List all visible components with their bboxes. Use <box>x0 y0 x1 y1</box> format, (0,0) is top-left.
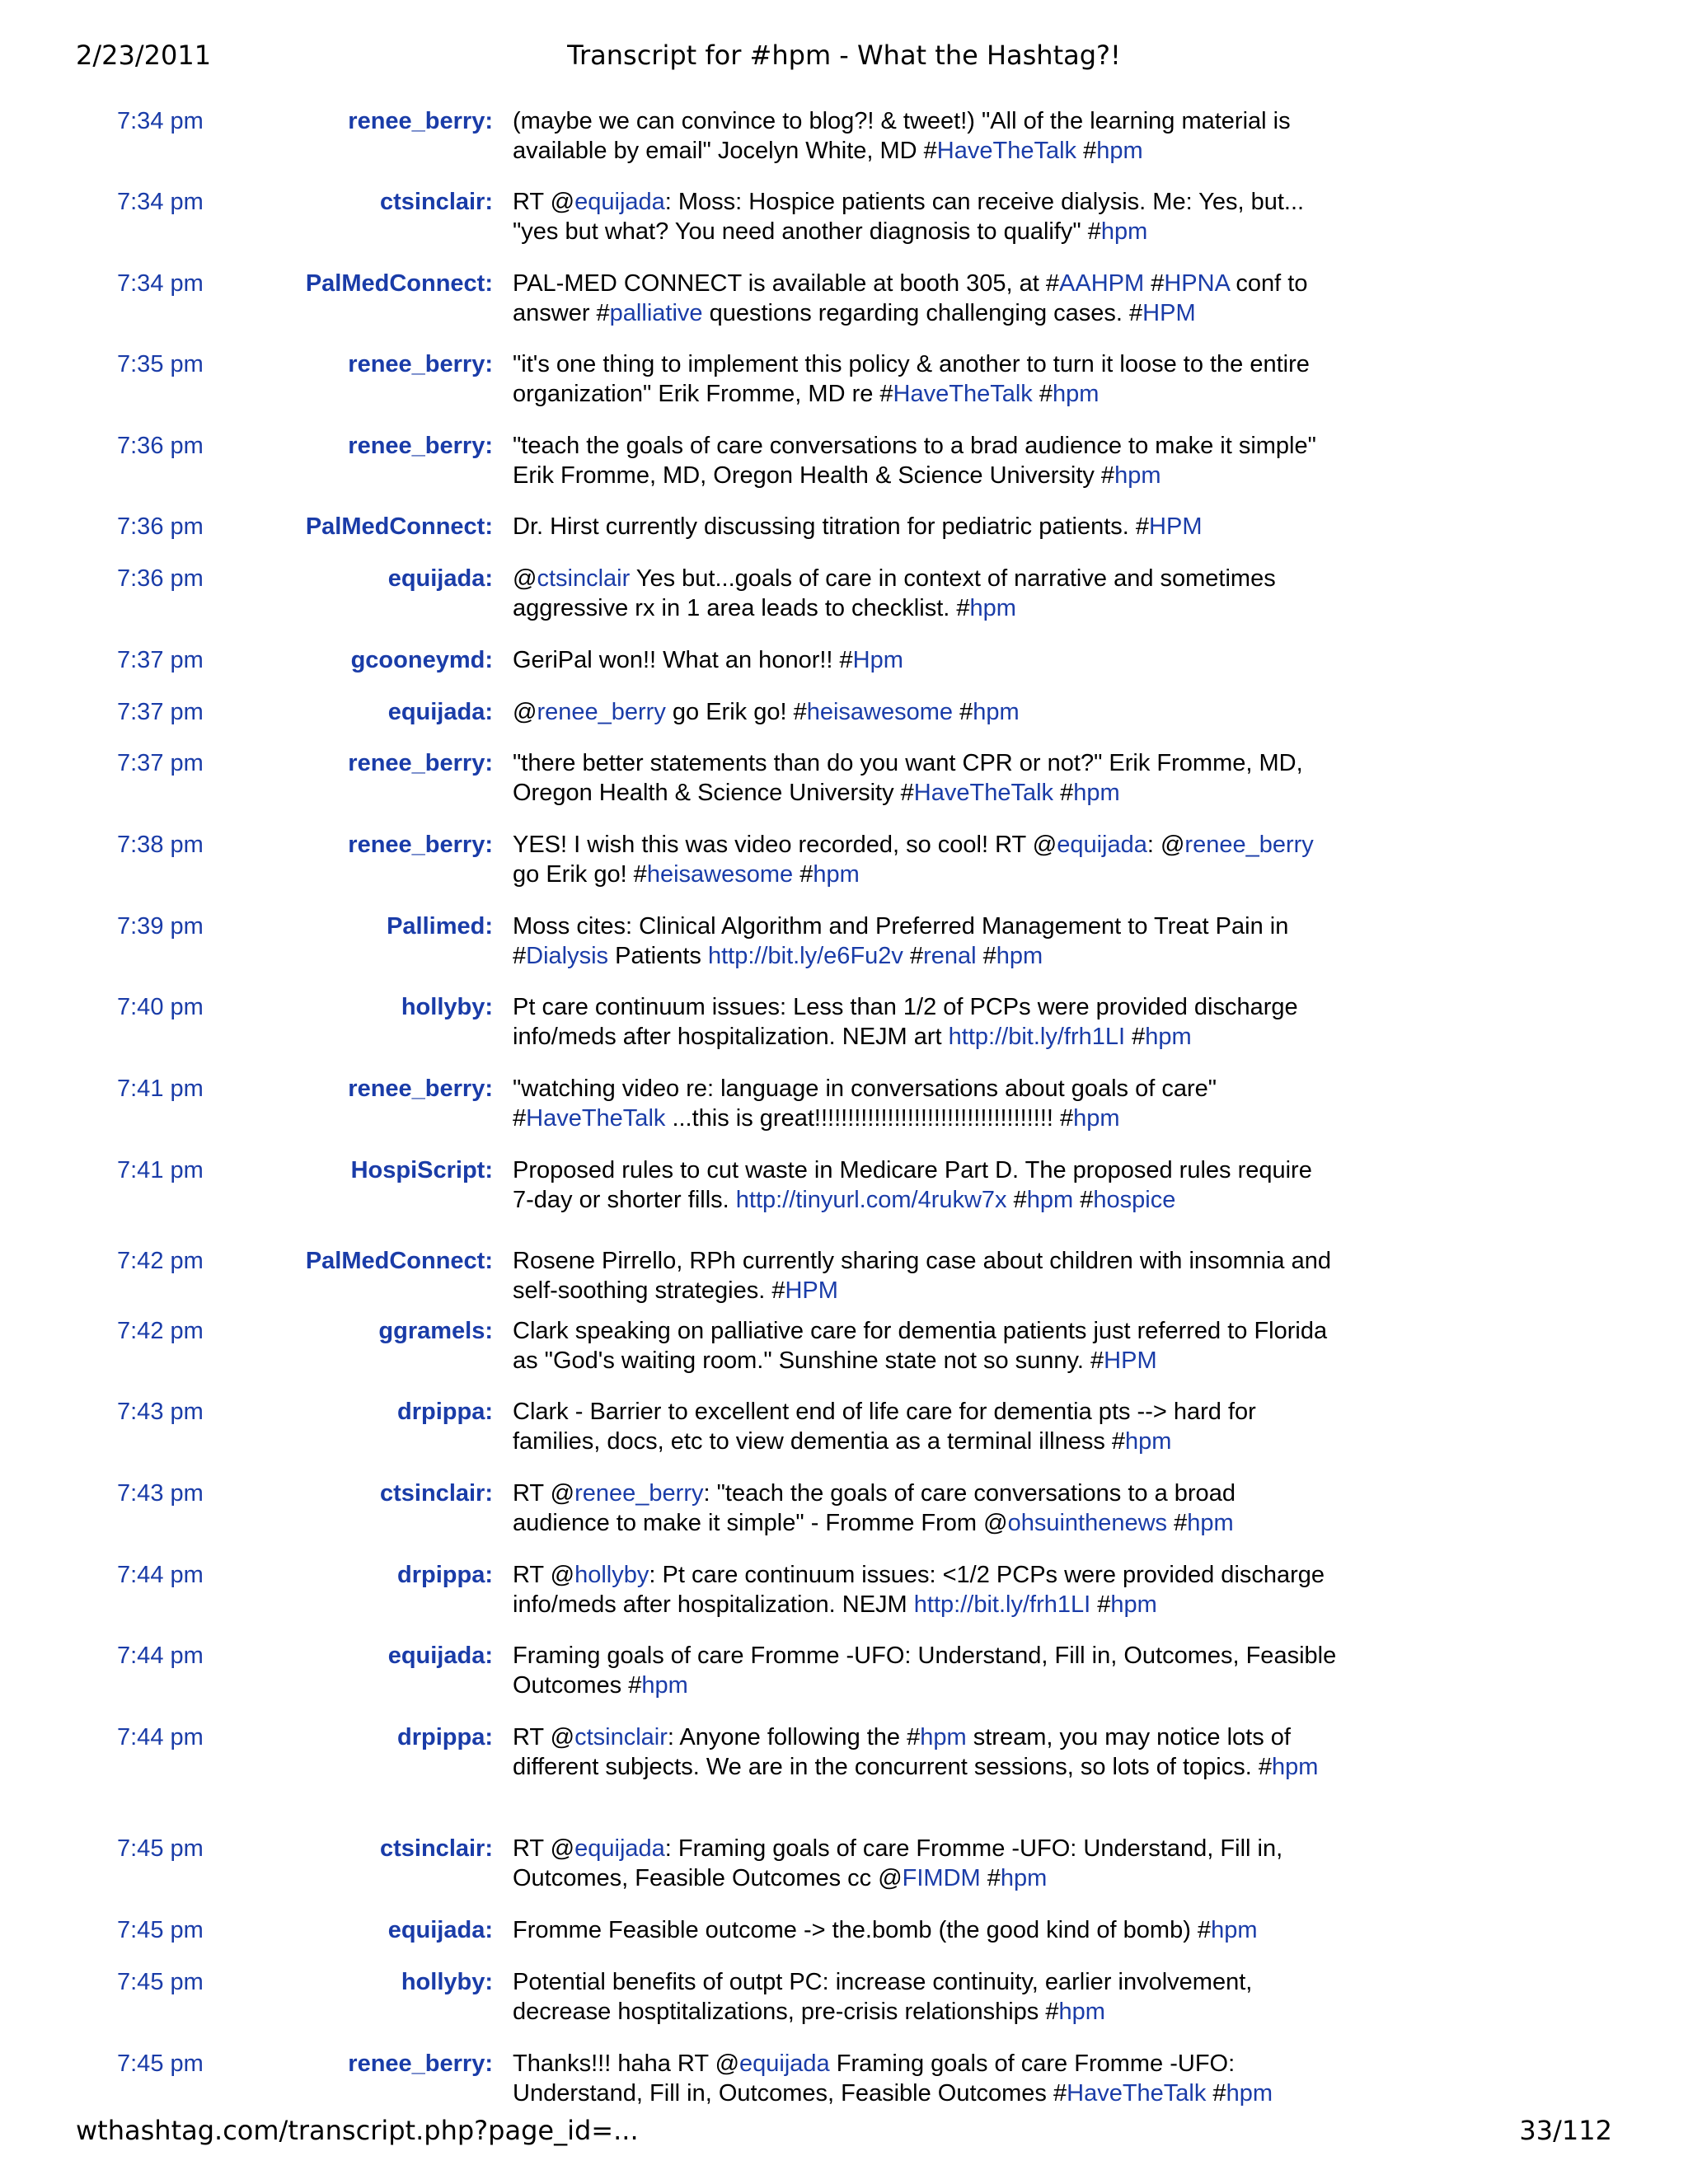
tweet-message <box>513 564 1337 623</box>
footer-url: wthashtag.com/transcript.php?page_id=... <box>76 2115 639 2146</box>
tweet-message <box>513 431 1337 490</box>
tweet-link[interactable]: HaveTheTalk <box>893 381 1033 407</box>
tweet-text: Patients <box>608 943 708 969</box>
tweet-text: RT @ <box>513 1562 575 1588</box>
tweet-time-link[interactable]: 7:37 pm <box>117 647 204 673</box>
tweet-link[interactable]: hollyby <box>574 1562 649 1588</box>
tweet-link[interactable]: HPM <box>1104 1347 1157 1374</box>
tweet-text: RT @ <box>513 189 575 215</box>
tweet-text: : Moss: Hospice patients can receive dialysis. Me: Yes, but... "yes but what? You need another diagnosis to qualify" # <box>513 189 1305 245</box>
tweet-link[interactable]: http://bit.ly/frh1LI <box>948 1024 1126 1050</box>
tweet-message <box>513 830 1337 889</box>
tweet-link[interactable]: HaveTheTalk <box>1067 2080 1207 2107</box>
tweet-text: # <box>1006 1187 1027 1213</box>
tweet-message <box>513 1155 1337 1215</box>
tweet-text: : "teach the goals of care conversations to a broad audience to make it simple" - Fromme From @ <box>513 1480 1236 1536</box>
tweet-link[interactable]: hpm <box>641 1672 688 1699</box>
tweet-message <box>513 512 1337 541</box>
tweet-username-link[interactable]: renee_berry: <box>348 832 493 858</box>
tweet-time-link[interactable]: 7:34 pm <box>117 189 204 215</box>
tweet-link[interactable]: hpm <box>1000 1865 1048 1891</box>
tweet-text: Clark speaking on palliative care for dementia patients just referred to Florida as "God's waiting room." Sunshine state not so sunny. # <box>513 1318 1328 1374</box>
tweet-text: "there better statements than do you want CPR or not?" Erik Fromme, MD, Oregon Health & Science University # <box>513 750 1303 806</box>
tweet-username-link[interactable]: equijada: <box>387 1643 493 1669</box>
tweet-text: go Erik go! # <box>665 699 807 725</box>
tweet-link[interactable]: hpm <box>1096 138 1143 164</box>
tweet-text: : Pt care continuum issues: <1/2 PCPs were provided discharge info/meds after hospitalization. NEJM <box>513 1562 1325 1618</box>
tweet-time-link[interactable]: 7:44 pm <box>117 1562 204 1588</box>
tweet-time-link[interactable]: 7:41 pm <box>117 1076 204 1102</box>
tweet-link[interactable]: renal <box>923 943 977 969</box>
tweet-text: (maybe we can convince to blog?! & tweet!) "All of the learning material is available by email" Jocelyn White, MD # <box>513 108 1291 164</box>
tweet-time-link[interactable]: 7:37 pm <box>117 750 204 776</box>
tweet-text: : Framing goals of care Fromme -UFO: Understand, Fill in, Outcomes, Feasible Outcomes cc @ <box>513 1835 1283 1891</box>
tweet-text: # <box>976 943 996 969</box>
tweet-link[interactable]: HaveTheTalk <box>526 1105 666 1132</box>
tweet-link[interactable]: equijada <box>739 2050 830 2077</box>
tweet-time-link[interactable]: 7:43 pm <box>117 1399 204 1425</box>
tweet-link[interactable]: HaveTheTalk <box>913 780 1054 806</box>
tweet-username-link[interactable]: drpippa: <box>397 1724 493 1750</box>
tweet-link[interactable]: renee_berry <box>574 1480 704 1507</box>
tweet-link[interactable]: hpm <box>996 943 1043 969</box>
tweet-link[interactable]: hpm <box>969 595 1016 621</box>
tweet-message <box>513 106 1337 166</box>
tweet-username-link[interactable]: HospiScript: <box>350 1157 493 1183</box>
tweet-link[interactable]: hpm <box>920 1724 967 1750</box>
tweet-time-link[interactable]: 7:42 pm <box>117 1248 204 1274</box>
tweet-text: # <box>793 861 814 888</box>
tweet-link[interactable]: hpm <box>1073 780 1120 806</box>
tweet-link[interactable]: AAHPM <box>1059 270 1145 297</box>
tweet-time-link[interactable]: 7:36 pm <box>117 565 204 592</box>
tweet-link[interactable]: hospice <box>1093 1187 1176 1213</box>
page-number: 33/112 <box>1519 2115 1612 2146</box>
tweet-message <box>513 1722 1337 1782</box>
tweet-text: "watching video re: language in conversations about goals of care" # <box>513 1076 1217 1132</box>
tweet-link[interactable]: hpm <box>813 861 860 888</box>
tweet-message <box>513 2049 1337 2108</box>
tweet-text: : Anyone following the # <box>667 1724 921 1750</box>
tweet-link[interactable]: http://bit.ly/frh1LI <box>913 1591 1091 1618</box>
tweet-time-link[interactable]: 7:44 pm <box>117 1643 204 1669</box>
tweet-text: PAL-MED CONNECT is available at booth 305, at # <box>513 270 1060 297</box>
tweet-username-link[interactable]: PalMedConnect: <box>305 513 493 540</box>
tweet-time-link[interactable]: 7:41 pm <box>117 1157 204 1183</box>
tweet-message <box>513 269 1337 328</box>
tweet-time-link[interactable]: 7:34 pm <box>117 108 204 134</box>
tweet-link[interactable]: renee_berry <box>537 699 666 725</box>
tweet-link[interactable]: http://tinyurl.com/4rukw7x <box>735 1187 1007 1213</box>
tweet-link[interactable]: hpm <box>1073 1105 1120 1132</box>
tweet-text: # <box>1032 381 1053 407</box>
tweet-text: RT @ <box>513 1480 575 1507</box>
tweet-link[interactable]: HPM <box>1149 513 1203 540</box>
tweet-username-link[interactable]: renee_berry: <box>348 1076 493 1102</box>
tweet-text: "teach the goals of care conversations to a brad audience to make it simple" Erik Fromme, MD, Oregon Health & Science University # <box>513 433 1316 489</box>
tweet-text: Clark - Barrier to excellent end of life care for dementia pts --> hard for families, docs, etc to view dementia as a terminal illness # <box>513 1399 1256 1455</box>
tweet-text: "it's one thing to implement this policy & another to turn it loose to the entire organization" Erik Fromme, MD re # <box>513 351 1310 407</box>
tweet-text: @ <box>513 699 537 725</box>
tweet-time-link[interactable]: 7:39 pm <box>117 913 204 940</box>
tweet-username-link[interactable]: ggramels: <box>378 1318 493 1344</box>
tweet-link[interactable]: hpm <box>1145 1024 1192 1050</box>
tweet-username-link[interactable]: Pallimed: <box>387 913 493 940</box>
tweet-time-link[interactable]: 7:36 pm <box>117 433 204 459</box>
tweet-link[interactable]: palliative <box>609 300 703 326</box>
tweet-text: Dr. Hirst currently discussing titration for pediatric patients. # <box>513 513 1150 540</box>
tweet-text: # <box>903 943 924 969</box>
tweet-message <box>513 1074 1337 1133</box>
tweet-message <box>513 1246 1337 1305</box>
tweet-link[interactable]: hpm <box>1187 1510 1234 1536</box>
tweet-text: # <box>1076 138 1097 164</box>
tweet-time-link[interactable]: 7:37 pm <box>117 699 204 725</box>
tweet-text: Potential benefits of outpt PC: increase continuity, earlier involvement, decrease hosptitalizations, pre-crisis relationships # <box>513 1969 1253 2025</box>
tweet-time-link[interactable]: 7:42 pm <box>117 1318 204 1344</box>
tweet-link[interactable]: HPM <box>785 1277 838 1304</box>
tweet-message <box>513 1479 1337 1538</box>
tweet-time-link[interactable]: 7:43 pm <box>117 1480 204 1507</box>
tweet-text: # <box>953 699 973 725</box>
tweet-username-link[interactable]: renee_berry: <box>348 2050 493 2077</box>
tweet-link[interactable]: renee_berry <box>1184 832 1314 858</box>
tweet-text: Yes but...goals of care in context of narrative and sometimes aggressive rx in 1 area leads to checklist. # <box>513 565 1276 621</box>
tweet-text: Rosene Pirrello, RPh currently sharing case about children with insomnia and self-soothing strategies. # <box>513 1248 1331 1304</box>
tweet-message <box>513 187 1337 246</box>
tweet-username-link[interactable]: renee_berry: <box>348 433 493 459</box>
tweet-message <box>513 1915 1337 1945</box>
tweet-link[interactable]: hpm <box>1271 1754 1319 1780</box>
tweet-message <box>513 1641 1337 1700</box>
tweet-text: # <box>1053 780 1074 806</box>
tweet-text: # <box>1090 1591 1111 1618</box>
tweet-text: Framing goals of care Fromme -UFO: Understand, Fill in, Outcomes, Feasible Outcomes # <box>513 1643 1337 1699</box>
tweet-link[interactable]: ctsinclair <box>537 565 631 592</box>
tweet-link[interactable]: hpm <box>1100 218 1148 245</box>
tweet-username-link[interactable]: renee_berry: <box>348 750 493 776</box>
tweet-link[interactable]: hpm <box>1226 2080 1273 2107</box>
tweet-text: RT @ <box>513 1835 575 1862</box>
tweet-link[interactable]: heisawesome <box>806 699 954 725</box>
tweet-message <box>513 748 1337 808</box>
tweet-message <box>513 697 1337 727</box>
tweet-username-link[interactable]: hollyby: <box>401 1969 493 1995</box>
tweet-username-link[interactable]: equijada: <box>387 1917 493 1943</box>
tweet-text: Moss cites: Clinical Algorithm and Preferred Management to Treat Pain in # <box>513 913 1289 969</box>
tweet-link[interactable]: FIMDM <box>902 1865 981 1891</box>
tweet-message <box>513 1834 1337 1893</box>
tweet-link[interactable]: equijada <box>574 1835 665 1862</box>
tweet-time-link[interactable]: 7:34 pm <box>117 270 204 297</box>
tweet-text: # <box>1206 2080 1226 2107</box>
header-date: 2/23/2011 <box>76 40 212 71</box>
tweet-message <box>513 645 1337 675</box>
tweet-link[interactable]: equijada <box>574 189 665 215</box>
tweet-message <box>513 992 1337 1052</box>
tweet-time-link[interactable]: 7:45 pm <box>117 1835 204 1862</box>
tweet-message <box>513 1560 1337 1619</box>
tweet-text: ...this is great!!!!!!!!!!!!!!!!!!!!!!!!!!!!!!!!!!!! # <box>665 1105 1074 1132</box>
tweet-text: Fromme Feasible outcome -> the.bomb (the good kind of bomb) # <box>513 1917 1212 1943</box>
tweet-text: Framing goals of care Fromme -UFO: Understand, Fill in, Outcomes, Feasible Outcomes # <box>513 2050 1236 2107</box>
tweet-link[interactable]: ctsinclair <box>574 1724 668 1750</box>
tweet-text: YES! I wish this was video recorded, so cool! RT @ <box>513 832 1057 858</box>
tweet-username-link[interactable]: drpippa: <box>397 1562 493 1588</box>
tweet-username-link[interactable]: ctsinclair: <box>380 1480 493 1507</box>
tweet-link[interactable]: hpm <box>1211 1917 1258 1943</box>
tweet-link[interactable]: HPM <box>1142 300 1196 326</box>
tweet-username-link[interactable]: hollyby: <box>401 994 493 1020</box>
tweet-username-link[interactable]: equijada: <box>387 699 493 725</box>
tweet-text: go Erik go! # <box>513 861 647 888</box>
tweet-text: RT @ <box>513 1724 575 1750</box>
tweet-link[interactable]: equijada <box>1057 832 1147 858</box>
tweet-link[interactable]: hpm <box>1125 1428 1172 1455</box>
tweet-message <box>513 1397 1337 1456</box>
tweet-link[interactable]: hpm <box>973 699 1020 725</box>
tweet-username-link[interactable]: equijada: <box>387 565 493 592</box>
tweet-text: # <box>1144 270 1165 297</box>
tweet-link[interactable]: Dialysis <box>526 943 609 969</box>
tweet-link[interactable]: hpm <box>1052 381 1100 407</box>
tweet-link[interactable]: hpm <box>1058 1999 1105 2025</box>
tweet-text: : @ <box>1146 832 1185 858</box>
tweet-link[interactable]: HaveTheTalk <box>936 138 1077 164</box>
page-title: Transcript for #hpm - What the Hashtag?! <box>567 40 1121 71</box>
tweet-text: Proposed rules to cut waste in Medicare Part D. The proposed rules require 7-day or shorter fills. <box>513 1157 1312 1213</box>
tweet-text: stream, you may notice lots of different subjects. We are in the concurrent sessions, so lots of topics. # <box>513 1724 1291 1780</box>
tweet-message <box>513 349 1337 409</box>
tweet-time-link[interactable]: 7:45 pm <box>117 1969 204 1995</box>
tweet-username-link[interactable]: gcooneymd: <box>350 647 493 673</box>
tweet-username-link[interactable]: ctsinclair: <box>380 189 493 215</box>
tweet-text: # <box>1125 1024 1146 1050</box>
tweet-text: Pt care continuum issues: Less than 1/2 of PCPs were provided discharge info/meds after hospitalization. NEJM art <box>513 994 1298 1050</box>
tweet-username-link[interactable]: renee_berry: <box>348 351 493 377</box>
tweet-time-link[interactable]: 7:45 pm <box>117 1917 204 1943</box>
tweet-time-link[interactable]: 7:40 pm <box>117 994 204 1020</box>
tweet-time-link[interactable]: 7:45 pm <box>117 2050 204 2077</box>
tweet-link[interactable]: hpm <box>1026 1187 1074 1213</box>
tweet-link[interactable]: HPNA <box>1164 270 1230 297</box>
tweet-text: # <box>980 1865 1001 1891</box>
tweet-text: @ <box>513 565 537 592</box>
tweet-text: GeriPal won!! What an honor!! # <box>513 647 853 673</box>
tweet-username-link[interactable]: PalMedConnect: <box>305 270 493 297</box>
tweet-message <box>513 912 1337 971</box>
tweet-link[interactable]: hpm <box>1114 462 1161 489</box>
tweet-username-link[interactable]: drpippa: <box>397 1399 493 1425</box>
tweet-link[interactable]: http://bit.ly/e6Fu2v <box>707 943 903 969</box>
tweet-text: # <box>1073 1187 1094 1213</box>
tweet-text: questions regarding challenging cases. # <box>702 300 1143 326</box>
tweet-link[interactable]: hpm <box>1110 1591 1157 1618</box>
tweet-link[interactable]: ohsuinthenews <box>1007 1510 1168 1536</box>
tweet-username-link[interactable]: PalMedConnect: <box>305 1248 493 1274</box>
tweet-username-link[interactable]: ctsinclair: <box>380 1835 493 1862</box>
tweet-message <box>513 1316 1337 1376</box>
tweet-link[interactable]: heisawesome <box>646 861 794 888</box>
tweet-text: Thanks!!! haha RT @ <box>513 2050 740 2077</box>
tweet-text: conf to answer # <box>513 270 1308 326</box>
tweet-username-link[interactable]: renee_berry: <box>348 108 493 134</box>
tweet-link[interactable]: Hpm <box>852 647 903 673</box>
tweet-time-link[interactable]: 7:44 pm <box>117 1724 204 1750</box>
tweet-time-link[interactable]: 7:36 pm <box>117 513 204 540</box>
tweet-time-link[interactable]: 7:38 pm <box>117 832 204 858</box>
tweet-text: # <box>1167 1510 1188 1536</box>
tweet-time-link[interactable]: 7:35 pm <box>117 351 204 377</box>
tweet-message <box>513 1967 1337 2027</box>
